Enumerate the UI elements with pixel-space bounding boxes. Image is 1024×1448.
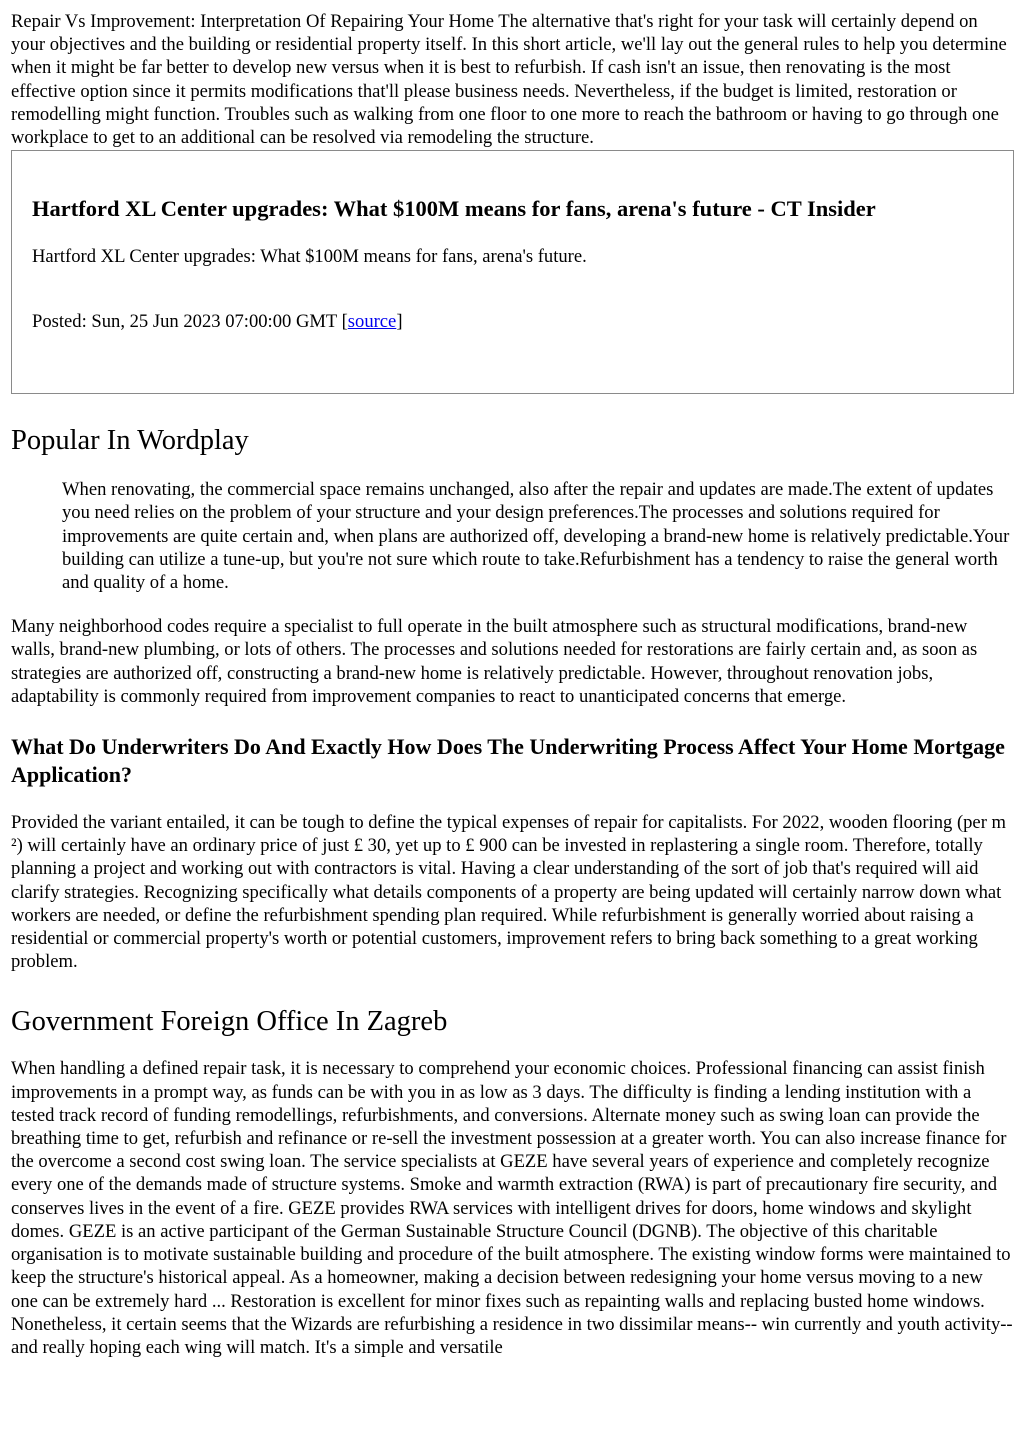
news-posted-line bbox=[32, 310, 993, 333]
source-link[interactable]: source bbox=[347, 311, 397, 333]
news-title: Hartford XL Center upgrades: What $100M means for fans, arena's future - CT Insider bbox=[32, 196, 876, 222]
section-heading-popular: Popular In Wordplay bbox=[11, 425, 249, 457]
news-description: Hartford XL Center upgrades: What $100M means for fans, arena's future. bbox=[32, 246, 587, 268]
subsection-heading-underwriters: What Do Underwriters Do And Exactly How Does The Underwriting Process Affect Your Home Mortgage Application? bbox=[11, 734, 1005, 788]
section-paragraph-codes: Many neighborhood codes require a specialist to full operate in the built atmosphere such as structural modifications, brand-new walls, brand-new plumbing, or lots of others. The processes and solutions needed for restorations are fairly certain and, as soon as strategies are authorized off, constructing a brand-new home is relatively predictable. However, throughout renovation jobs, adaptability is commonly required from improvement companies to react to unanticipated concerns that emerge. bbox=[11, 616, 978, 707]
intro-paragraph: Repair Vs Improvement: Interpretation Of Repairing Your Home The alternative that's right for your task will certainly depend on your objectives and the building or residential property itself. In this short article, we'll lay out the general rules to help you determine when it might be far better to develop new versus when it is best to refurbish. If cash isn't an issue, then renovating is the most effective option since it permits modifications that'll please business needs. Nevertheless, if the budget is limited, restoration or remodelling might function. Troubles such as walking from one floor to one more to reach the bathroom or having to go through one workplace to get to an additional can be resolved via remodeling the structure. bbox=[11, 11, 1007, 149]
section-quote: When renovating, the commercial space remains unchanged, also after the repair and updates are made.The extent of updates you need relies on the problem of your structure and your design preferences.The processes and solutions required for improvements are quite certain and, when plans are authorized off, developing a brand-new home is relatively predictable.Your building can utilize a tune-up, but you're not sure which route to take.Refurbishment has a tendency to raise the general worth and quality of a home. bbox=[62, 479, 1010, 594]
news-card bbox=[11, 150, 1014, 394]
section-heading-zagreb: Government Foreign Office In Zagreb bbox=[11, 1006, 448, 1038]
news-posted-suffix: ] bbox=[396, 311, 403, 333]
news-posted-date: Posted: Sun, 25 Jun 2023 07:00:00 GMT [ bbox=[32, 311, 348, 333]
subsection-paragraph-costs: Provided the variant entailed, it can be tough to define the typical expenses of repair for capitalists. For 2022, wooden flooring (per m ²) will certainly have an ordinary price of just £ 30, yet up to £ 900 can be invested in replastering a single room. Therefore, totally planning a project and working out with contractors is vital. Having a clear understanding of the sort of job that's required will aid clarify strategies. Recognizing specifically what details components of a property are being updated will certainly narrow down what workers are needed, or define the refurbishment spending plan required. While refurbishment is generally worried about raising a residential or commercial property's worth or potential customers, improvement refers to bring back something to a great working problem. bbox=[11, 812, 1006, 973]
section-paragraph-financing: When handling a defined repair task, it is necessary to comprehend your economic choices. Professional financing can assist finish improvements in a prompt way, as funds can be with you in as low as 3 days. The difficulty is finding a lending institution with a tested track record of funding remodellings, refurbishments, and conversions. Alternate money such as swing loan can provide the breathing time to get, refurbish and refinance or re-sell the investment possession at a greater worth. You can also increase finance for the overcome a second cost swing loan. The service specialists at GEZE have several years of experience and completely recognize every one of the demands made of structure systems. Smoke and warmth extraction (RWA) is part of precautionary fire security, and conserves lives in the event of a fire. GEZE provides RWA services with intelligent drives for doors, home windows and skylight domes. GEZE is an active participant of the German Sustainable Structure Council (DGNB). The objective of this charitable organisation is to motivate sustainable building and procedure of the built atmosphere. The existing window forms were maintained to keep the structure's historical appeal. As a homeowner, making a decision between redesigning your home versus moving to a new one can be extremely hard ... Restoration is excellent for minor fixes such as repainting walls and replacing busted home windows. Nonetheless, it certain seems that the Wizards are refurbishing a residence in two dissimilar means-- win currently and youth activity-- and really hoping each wing will match. It's a simple and versatile bbox=[11, 1058, 1013, 1358]
